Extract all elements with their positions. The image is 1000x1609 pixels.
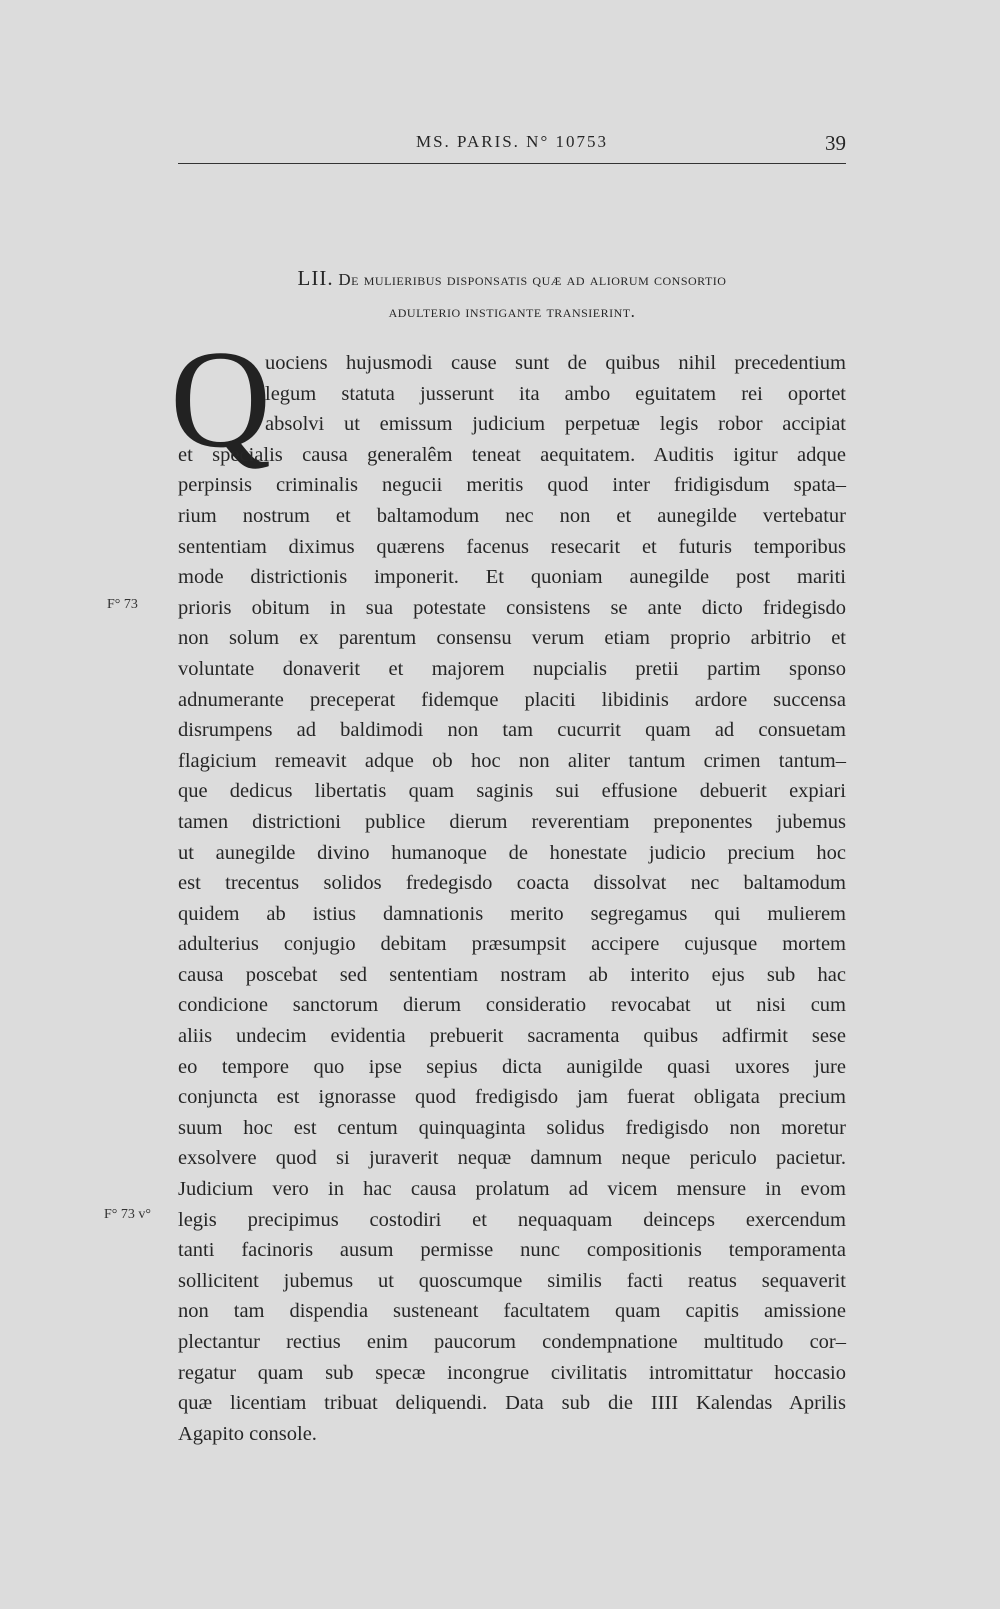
running-title: MS. PARIS. N° 10753 — [415, 132, 609, 151]
text-line: regatur quam sub specæ incongrue civilitatis intromittatur hoccasio — [178, 1361, 846, 1384]
text-line: eo tempore quo ipse sepius dicta aunigilde quasi uxores jure — [178, 1055, 846, 1078]
chapter-heading — [178, 262, 846, 328]
text-line: legum statuta jusserunt ita ambo eguitatem rei oportet — [265, 382, 846, 405]
drop-cap-initial: Q — [170, 322, 272, 477]
text-line: absolvi ut emissum judicium perpetuæ legis robor accipiat — [265, 413, 846, 436]
margin-note-folio-73: F° 73 — [107, 597, 138, 612]
text-line: non tam dispendia susteneant facultatem quam capitis amissione — [178, 1300, 846, 1323]
header-rule — [178, 163, 846, 164]
text-line: prioris obitum in sua potestate consistens se ante dicto fridegisdo — [178, 596, 846, 619]
text-line: mode districtionis imponerit. Et quoniam aunegilde post mariti — [178, 566, 846, 589]
text-line: tanti facinoris ausum permisse nunc compositionis temporamenta — [178, 1239, 846, 1262]
text-line: exsolvere quod si juraverit nequæ damnum neque periculo pacietur. — [178, 1147, 846, 1170]
text-line: adulterius conjugio debitam præsumpsit accipere cujusque mortem — [178, 933, 846, 956]
chapter-title-line1: De mulieribus disponsatis quæ ad aliorum consortio — [338, 270, 727, 289]
text-line: que dedicus libertatis quam saginis sui effusione debuerit expiari — [178, 780, 846, 803]
text-line: rium nostrum et baltamodum nec non et aunegilde vertebatur — [178, 504, 846, 527]
text-line: condicione sanctorum dierum consideratio revocabat ut nisi cum — [178, 994, 846, 1017]
text-line: suum hoc est centum quinquaginta solidus fredigisdo non moretur — [178, 1116, 846, 1139]
text-line: voluntate donaverit et majorem nupcialis pretii partim sponso — [178, 657, 846, 680]
text-line: tamen districtioni publice dierum reverentiam preponentes jubemus — [178, 810, 846, 833]
page-number: 39 — [825, 131, 846, 155]
text-line: Agapito console. — [178, 1422, 317, 1445]
text-line: non solum ex parentum consensu verum etiam proprio arbitrio et — [178, 627, 846, 650]
text-line: quæ licentiam tribuat deliquendi. Data sub die IIII Kalendas Aprilis — [178, 1392, 846, 1415]
text-line: conjuncta est ignorasse quod fredigisdo jam fuerat obligata precium — [178, 1086, 846, 1109]
text-line: sollicitent jubemus ut quoscumque similis facti reatus sequaverit — [178, 1269, 846, 1292]
text-line: est trecentus solidos fredegisdo coacta dissolvat nec baltamodum — [178, 872, 846, 895]
running-head — [178, 132, 846, 162]
text-line: legis precipimus costodiri et nequaquam deinceps exercendum — [178, 1208, 846, 1231]
text-line: aliis undecim evidentia prebuerit sacramenta quibus adfirmit sese — [178, 1025, 846, 1048]
text-line: flagicium remeavit adque ob hoc non aliter tantum crimen tantum– — [178, 749, 846, 772]
text-line: sententiam diximus quærens facenus resecarit et futuris temporibus — [178, 535, 846, 558]
chapter-number: LII. — [297, 266, 334, 290]
text-line: causa poscebat sed sententiam nostram ab interito ejus sub hac — [178, 963, 846, 986]
chapter-title-line2: adulterio instigante transierint. — [388, 302, 636, 321]
text-line: Judicium vero in hac causa prolatum ad vicem mensure in evom — [178, 1178, 846, 1201]
text-line: uociens hujusmodi cause sunt de quibus nihil precedentium — [265, 352, 846, 374]
margin-note-folio-73-verso: F° 73 v° — [104, 1207, 151, 1222]
chapter-heading-line1 — [178, 262, 846, 296]
text-line: adnumerante preceperat fidemque placiti libidinis ardore succensa — [178, 688, 846, 711]
text-line: disrumpens ad baldimodi non tam cucurrit quam ad consuetam — [178, 719, 846, 742]
body-text — [178, 348, 846, 1449]
text-line: et specialis causa generalêm teneat aequitatem. Auditis igitur adque — [178, 443, 846, 466]
text-line: plectantur rectius enim paucorum condempnatione multitudo cor– — [178, 1331, 846, 1353]
text-line: perpinsis criminalis negucii meritis quod inter fridigisdum spata– — [178, 474, 846, 497]
text-line: ut aunegilde divino humanoque de honestate judicio precium hoc — [178, 841, 846, 864]
text-line: quidem ab istius damnationis merito segregamus qui mulierem — [178, 902, 846, 925]
